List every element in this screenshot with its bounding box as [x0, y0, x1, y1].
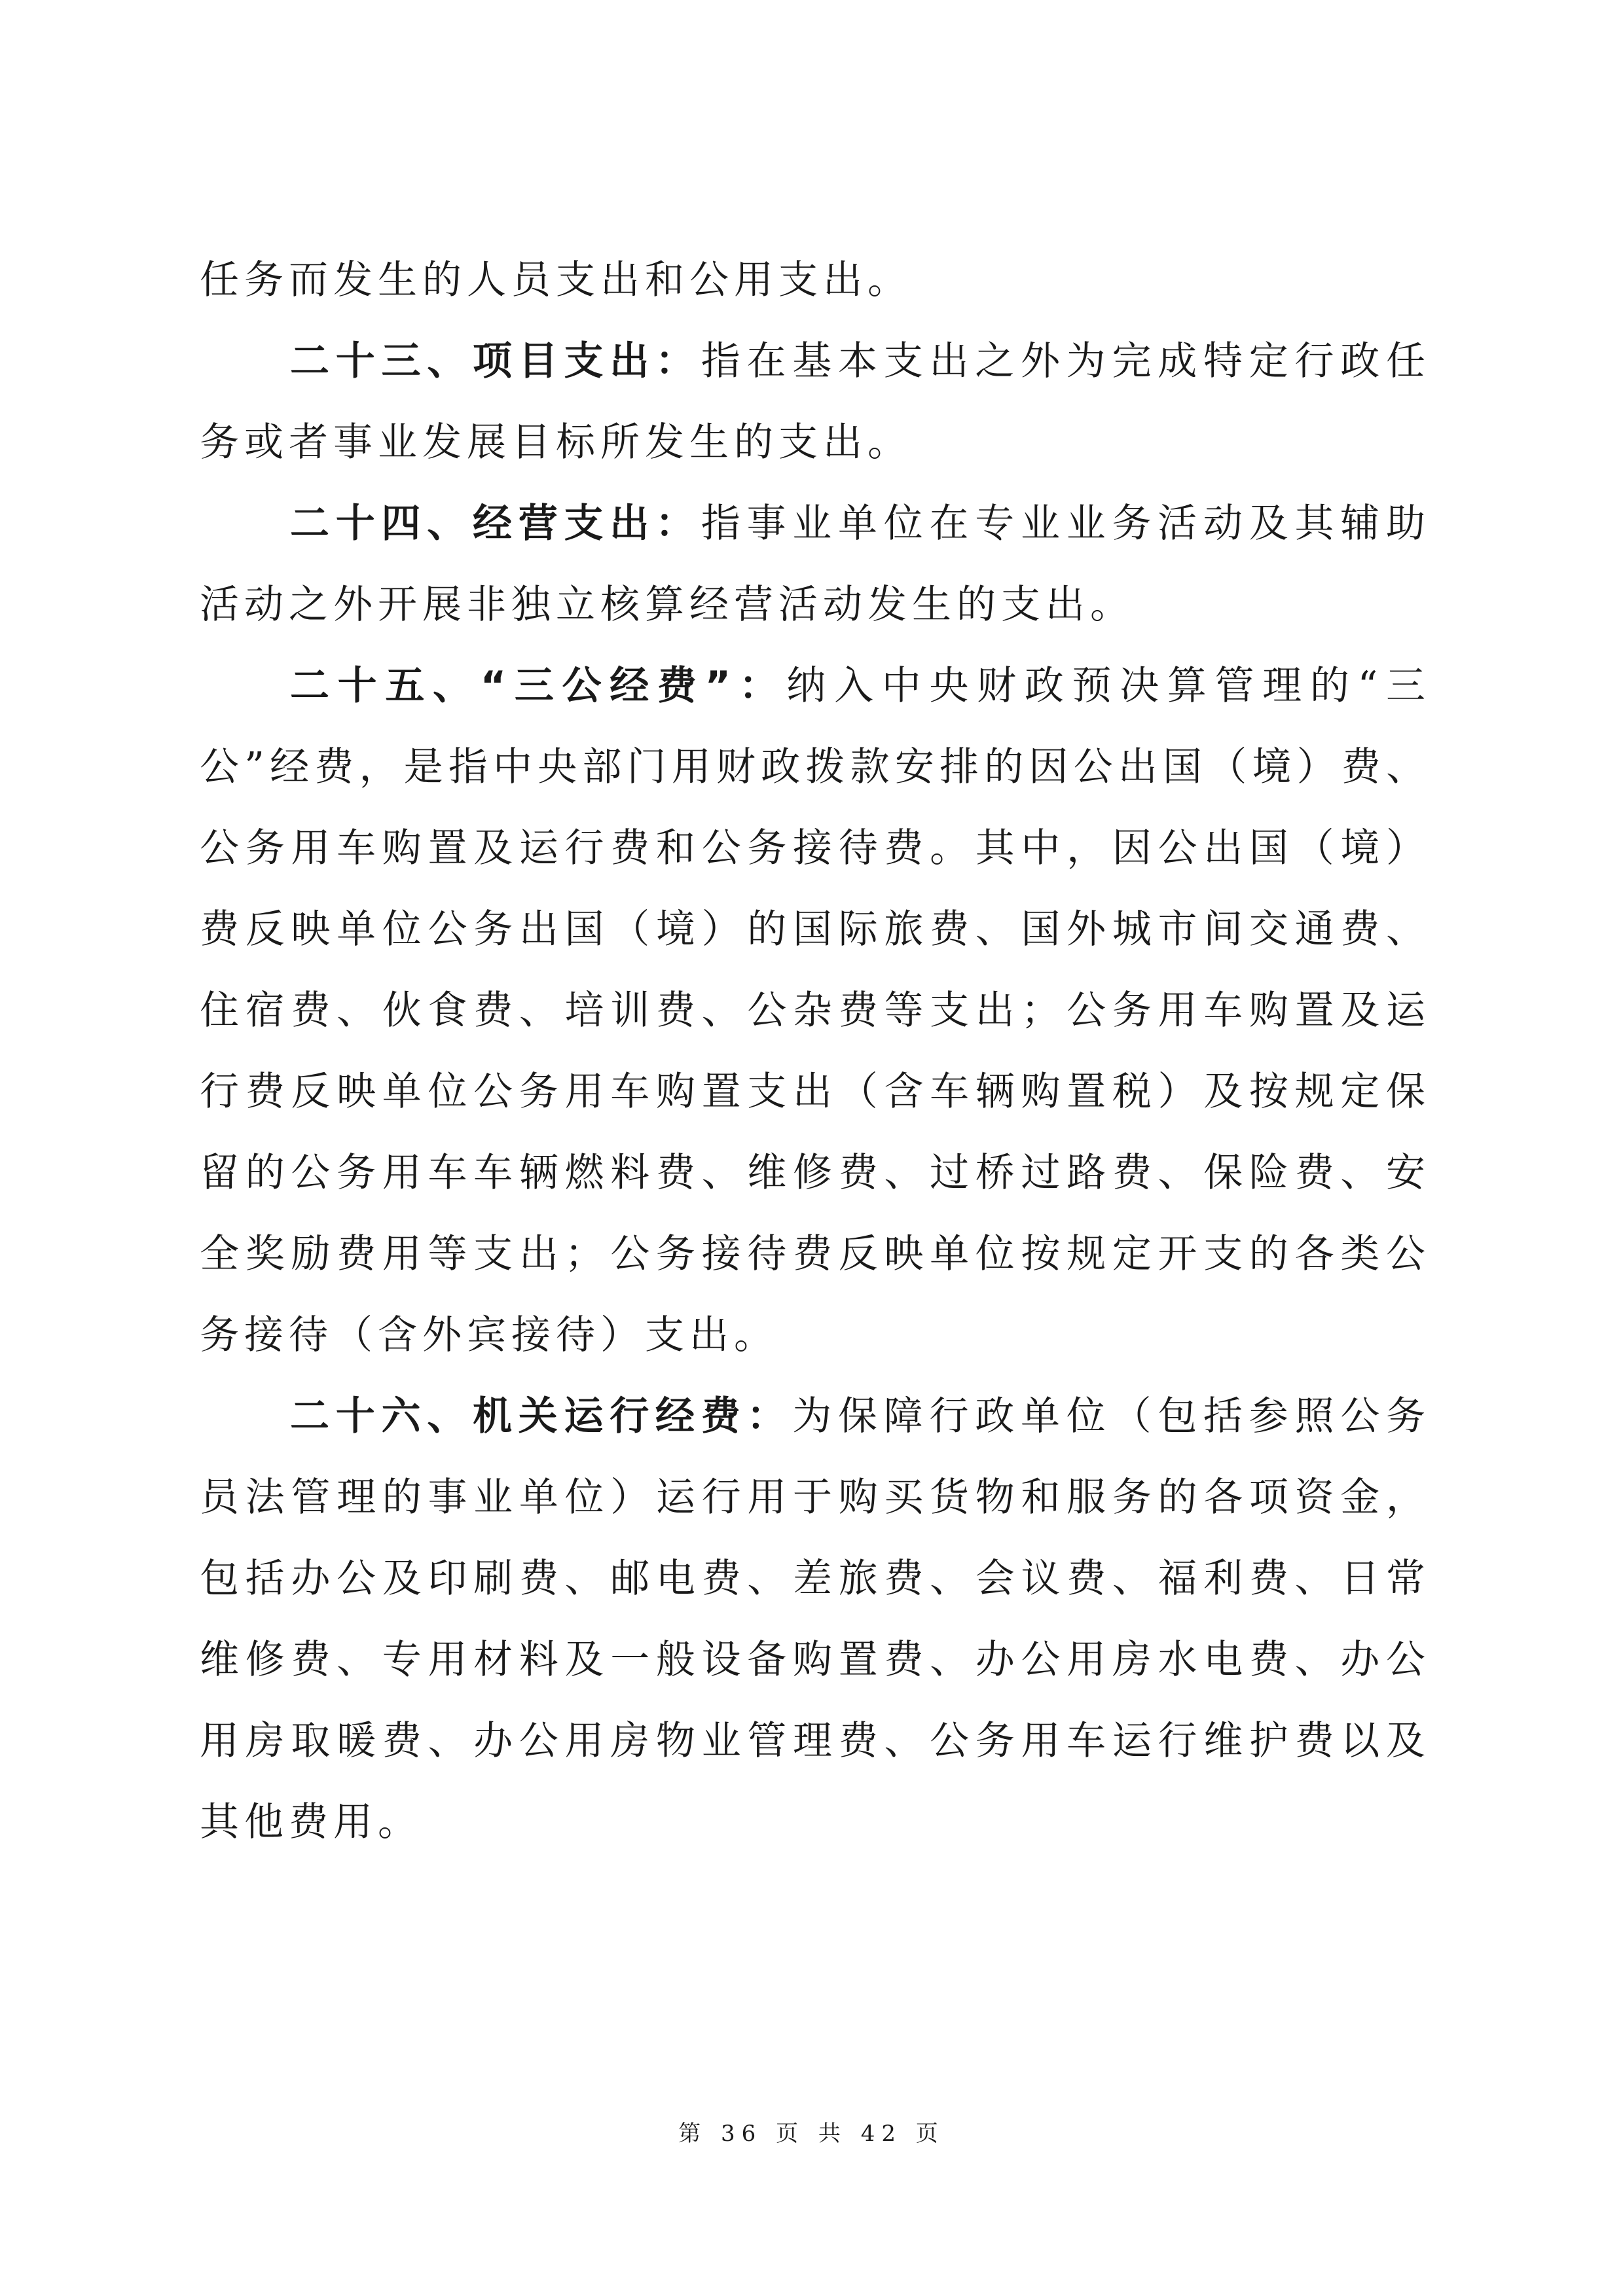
section-24-text: 指事业单位在专业业务活动及其辅助活动之外开展非独立核算经营活动发生的支出。 — [200, 501, 1431, 628]
section-23-text: 指在基本支出之外为完成特定行政任务或者事业发展目标所发生的支出。 — [200, 338, 1431, 465]
section-26-term: 二十六、机关运行经费： — [290, 1393, 793, 1439]
section-25-text: 纳入中央财政预决算管理的“三公”经费，是指中央部门用财政拨款安排的因公出国（境）费、公务用车购置及运行费和公务接待费。其中，因公出国（境）费反映单位公务出国（境）的国际旅费、国外城市间交通费、住宿费、伙食费、培训费、公杂费等支出；公务用车购置及运行费反映单位公务用车购置支出（含车辆购置税）及按规定保留的公务用车车辆燃料费、维修费、过桥过路费、保险费、安全奖励费用等支出；公务接待费反映单位按规定开支的各类公务接待（含外宾接待）支出。 — [200, 663, 1431, 1358]
section-25 — [200, 645, 1431, 1376]
section-26-text: 为保障行政单位（包括参照公务员法管理的事业单位）运行用于购买货物和服务的各项资金，包括办公及印刷费、邮电费、差旅费、会议费、福利费、日常维修费、专用材料及一般设备购置费、办公用房水电费、办公用房取暖费、办公用房物业管理费、公务用车运行维护费以及其他费用。 — [200, 1393, 1431, 1845]
section-23-term: 二十三、项目支出： — [290, 338, 701, 384]
page-number: 第 36 页 共 42 页 — [678, 2121, 945, 2147]
section-26 — [200, 1376, 1431, 1863]
continuation-paragraph: 任务而发生的人员支出和公用支出。 — [200, 257, 912, 303]
section-24-term: 二十四、经营支出： — [290, 501, 701, 547]
section-23 — [200, 321, 1431, 483]
document-body — [200, 240, 1431, 1863]
section-24 — [200, 483, 1431, 645]
section-25-term: 二十五、“三公经费”： — [290, 663, 787, 709]
